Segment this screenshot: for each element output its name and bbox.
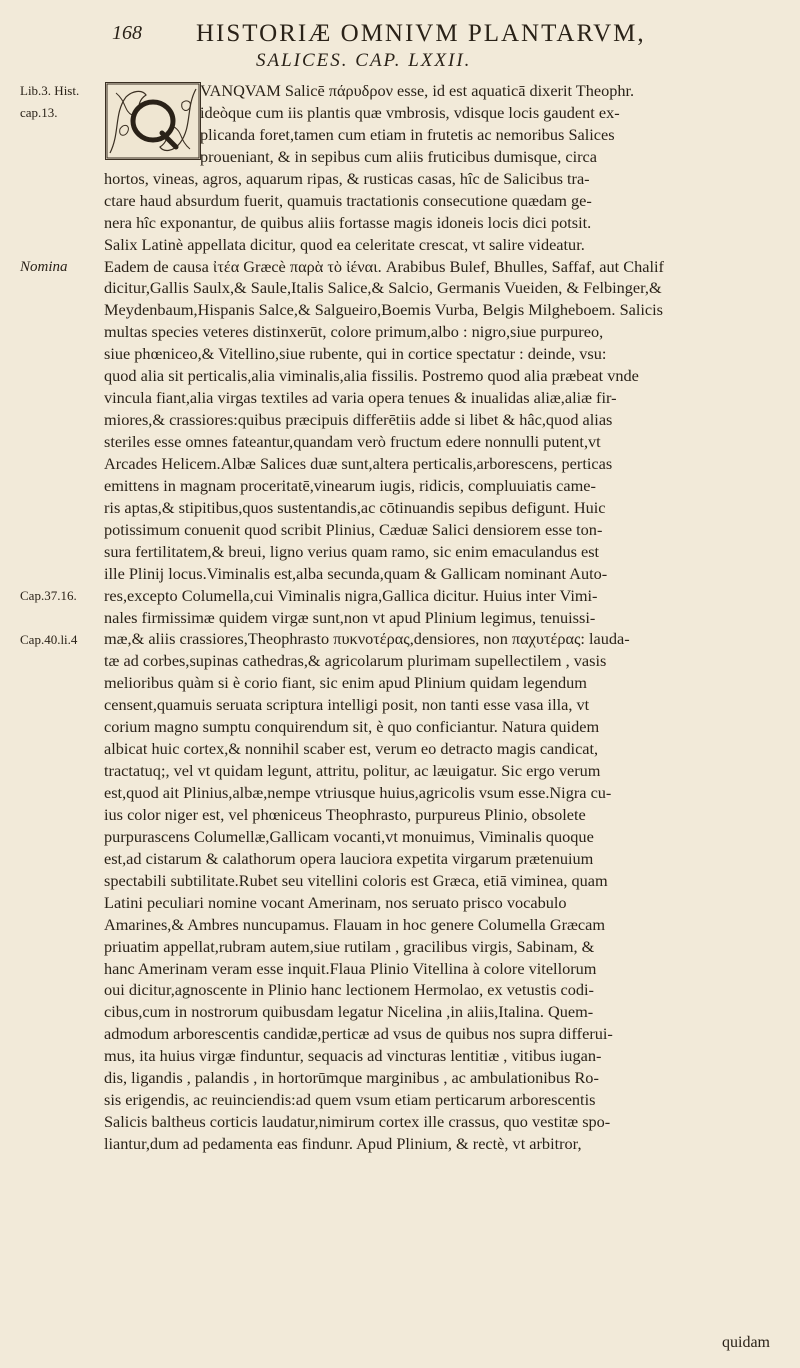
text-line: censent,quamuis seruata scriptura intelligi posit, non tanti esse vasa illa, vt [104,695,590,715]
margin-note: Nomina [20,258,68,275]
chapter-heading: SALICES. CAP. LXXII. [256,50,472,71]
text-line: melioribus quàm si è corio fiant, sic enim apud Plinium quidam legendum [104,673,587,693]
text-line: dicitur,Gallis Saulx,& Saule,Italis Salice,& Salcio, Germanis Vueiden, & Felbinger,& [104,278,662,298]
text-line: cibus,cum in nostrorum quibusdam legatur Nicelina ,in aliis,Italina. Quem- [104,1002,594,1022]
text-line: liantur,dum ad pedamenta eas findunr. Apud Plinium, & rectè, vt arbitror, [104,1134,582,1153]
text-line: Meydenbaum,Hispanis Salce,& Salgueiro,Boemis Vurba, Belgis Milgheboem. Salicis [104,300,663,320]
text-line: emittens in magnam proceritatē,vinearum iugis, ridicis, compluuiatis came- [104,475,596,495]
text-line: steriles esse omnes fateantur,quandam verò fructum edere nonnulli putent,vt [104,432,601,451]
text-line: hanc Amerinam veram esse inquit.Flaua Plinio Vitellina à colore vitellorum [104,958,597,978]
text-line: albicat huic cortex,& nonnihil scaber est, verum eo detracto magis candicat, [104,739,599,759]
text-line: res,excepto Columella,cui Viminalis nigra,Gallica dicitur. Huius inter Vimi- [104,585,598,605]
text-line: Salix Latinè appellata dicitur, quod ea celeritate crescat, vt salire videatur. [104,234,585,254]
text-line: miores,& crassiores:quibus præcipuis differētiis adde si libet & hâc,quod alias [104,410,613,430]
text-line: admodum arborescentis candidæ,perticæ ad vsus de quibus nos supra differui- [104,1024,613,1044]
text-line: ius color niger est, vel phœniceus Theophrasto, purpureus Plinio, obsolete [104,804,586,824]
text-line: siue phœniceo,& Vitellino,siue rubente, qui in cortice spectatur : deinde, vsu: [104,344,607,364]
text-line: ctare haud absurdum fuerit, quamuis tractationis consecutione quædam ge- [104,190,592,210]
text-line: plicanda foret,tamen cum etiam in frutetis ac nemoribus Salices [200,124,615,144]
text-line: est,ad cistarum & calathorum opera lauciora expetita virgarum prætenuium [104,848,594,868]
text-line: priuatim appellat,rubram autem,siue rutilam , gracilibus virgis, Sabinam, & [104,936,595,956]
margin-note: Cap.40.li.4 [20,631,78,647]
text-line: nales firmissimæ quidem virgæ sunt,non vt apud Plinium legimus, tenuissi- [104,607,596,627]
text-line: VANQVAM Salicē πάρυδρον esse, id est aquaticā dixerit Theophr. [200,81,635,100]
text-line: quod alia sit perticalis,alia viminalis,alia fissilis. Postremo quod alia præbeat vnde [104,366,639,386]
text-line: ille Plinij locus.Viminalis est,alba secunda,quam & Gallicam nominant Auto- [104,563,608,583]
text-line: nera hîc exponantur, de quibus aliis fortasse magis idoneis locis dici potsit. [104,212,592,232]
catchword: quidam [722,1334,770,1351]
text-line: Eadem de causa ἰτέα Græcè παρὰ τὸ ἰέναι. Arabibus Bulef, Bhulles, Saffaf, aut Chalif [104,256,664,276]
text-line: dis, ligandis , palandis , in hortorūmque marginibus , ac ambulationibus Ro- [104,1068,599,1088]
text-line: sis erigendis, ac reuinciendis:ad quem vsum etiam perticarum arborescentis [104,1090,596,1110]
text-line: corium magno sumptu conquirendum sit, è quo conficiantur. Natura quidem [104,717,600,737]
text-line: Salicis baltheus corticis laudatur,nimirum cortex ille crassus, quo vestitæ spo- [104,1112,611,1132]
text-line: mæ,& aliis crassiores,Theophrasto πυκνοτέρας,densiores, non παχυτέρας: lauda- [104,629,630,649]
text-line: potissimum conuenit quod scribit Plinius, Cæduæ Salici densiorem esse ton- [104,519,603,539]
margin-note: cap.13. [20,104,58,120]
text-line: oui dicitur,agnoscente in Plinio hanc lectionem Hermolao, ex vetustis codi- [104,980,594,1000]
text-line: proueniant, & in sepibus cum aliis fruticibus dumisque, circa [200,146,597,166]
text-line: sura fertilitatem,& breui, ligno verius quam ramo, sic enim emaculandus est [104,541,600,561]
margin-note: Lib.3. Hist. [20,83,80,98]
text-line: Arcades Helicem.Albæ Salices duæ sunt,altera perticalis,arborescens, perticas [104,453,613,473]
margin-note: Cap.37.16. [20,587,77,603]
text-line: tæ ad corbes,supinas cathedras,& agricolarum plurimam supellectilem , vasis [104,651,607,671]
text-line: purpurascens Columellæ,Gallicam vocanti,vt monuimus, Viminalis quoque [104,826,594,846]
body-text [104,80,790,1155]
text-line: hortos, vineas, agros, aquarum ripas, & rusticas casas, hîc de Salicibus tra- [104,168,590,188]
text-line: Latini peculiari nomine vocant Amerinam, nos seruato prisco vocabulo [104,892,567,912]
text-line: Amarines,& Ambres nuncupamus. Flauam in hoc genere Columella Græcam [104,914,605,934]
text-line: ideòque cum iis plantis quæ vmbrosis, vdisque locis gaudent ex- [200,102,620,122]
running-head: HISTORIÆ OMNIVM PLANTARVM, [196,20,646,47]
text-line: multas species veteres distinxerūt, colore primum,albo : nigro,siue purpureo, [104,322,604,342]
text-line: est,quod ait Plinius,albæ,nempe vtriusque huius,agricolis vsum esse.Nigra cu- [104,783,612,802]
page-number: 168 [112,22,142,44]
text-line: tractatuq;, vel vt quidam legunt, attritu, politur, ac læuigatur. Sic ergo verum [104,761,601,781]
text-line: vincula fiant,alia virgas textiles ad varia opera tenues & inualidas aliæ,aliæ fir- [104,388,617,408]
text-line: ris aptas,& stipitibus,quos sustentandis,ac cōtinuandis sepibus defigunt. Huic [104,497,606,517]
text-line: mus, ita huius virgæ finduntur, sequacis ad vincturas lentitiæ , vitibus iugan- [104,1046,602,1066]
text-line: spectabili subtilitate.Rubet seu vitellini coloris est Græca, etiā viminea, quam [104,870,608,890]
